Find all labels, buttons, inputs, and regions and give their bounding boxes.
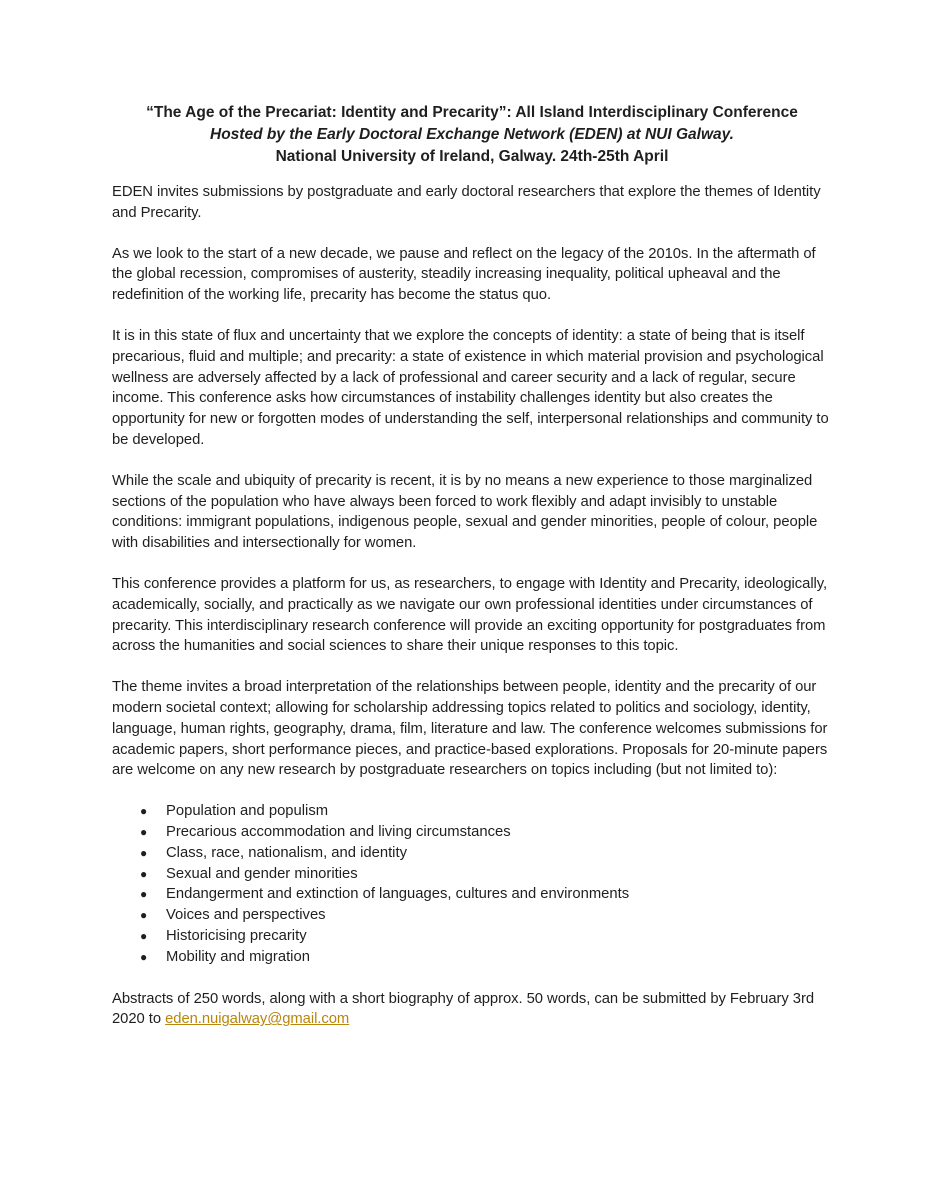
email-link[interactable]: eden.nuigalway@gmail.com [165, 1011, 350, 1028]
list-item [112, 947, 832, 968]
paragraph-theme: The theme invites a broad interpretation of the relationships between people, identity and the precarity of our modern societal context; allowing for scholarship addressing topics related to politics and sociology, identity, language, human rights, geography, drama, film, literature and law. The conference welcomes submissions for academic papers, short performance pieces, and practice-based explorations. Proposals for 20-minute papers are welcome on any new research by postgraduate researchers on topics including (but not limited to): [112, 679, 828, 779]
topic-text: Voices and perspectives [166, 907, 326, 924]
bullet-icon: ● [140, 824, 148, 839]
bullet-icon: ● [140, 845, 148, 860]
list-item [112, 864, 832, 885]
list-item [112, 801, 832, 822]
paragraph-marginalized: While the scale and ubiquity of precarity is recent, it is by no means a new experience to those marginalized sections of the population who have always been forced to work flexibly and adapt invisibly to unstable conditions: immigrant populations, indigenous people, sexual and gender minorities, people of colour, people with disabilities and intersectionally for women. [112, 472, 818, 552]
topic-text: Endangerment and extinction of languages, cultures and environments [166, 886, 630, 903]
list-item [112, 884, 832, 905]
list-item [112, 926, 832, 947]
document-content [112, 102, 832, 1050]
topic-text: Mobility and migration [166, 948, 310, 965]
conference-title: “The Age of the Precariat: Identity and Precarity”: All Island Interdisciplinary Conference [146, 104, 798, 121]
bullet-icon: ● [140, 928, 148, 943]
topics-list [112, 801, 832, 967]
conference-venue-date: National University of Ireland, Galway. 24th-25th April [275, 148, 669, 165]
topic-text: Historicising precarity [166, 927, 307, 944]
paragraph-platform: This conference provides a platform for us, as researchers, to engage with Identity and Precarity, ideologically, academically, socially, and practically as we navigate our own professional identities under circumstances of precarity. This interdisciplinary research conference will provide an exciting opportunity for postgraduates from across the humanities and social sciences to share their unique responses to this topic. [112, 575, 828, 655]
list-item [112, 905, 832, 926]
conference-host: Hosted by the Early Doctoral Exchange Network (EDEN) at NUI Galway. [210, 126, 734, 143]
conference-header [112, 102, 832, 168]
bullet-icon: ● [140, 887, 148, 902]
bullet-icon: ● [140, 908, 148, 923]
topic-text: Precarious accommodation and living circumstances [166, 823, 511, 840]
paragraph-intro: EDEN invites submissions by postgraduate and early doctoral researchers that explore the themes of Identity and Precarity. [112, 184, 821, 221]
bullet-icon: ● [140, 949, 148, 964]
list-item [112, 822, 832, 843]
topic-text: Sexual and gender minorities [166, 865, 358, 882]
bullet-icon: ● [140, 866, 148, 881]
list-item [112, 843, 832, 864]
paragraph-submission [112, 989, 832, 1031]
topic-text: Class, race, nationalism, and identity [166, 844, 407, 861]
topic-text: Population and populism [166, 803, 329, 820]
bullet-icon: ● [140, 804, 148, 819]
paragraph-decade: As we look to the start of a new decade, we pause and reflect on the legacy of the 2010s. In the aftermath of the global recession, compromises of austerity, steadily increasing inequality, political upheaval and the redefinition of the working life, precarity has become the status quo. [112, 245, 816, 304]
submission-text: Abstracts of 250 words, along with a short biography of approx. 50 words, can be submitted by February 3rd 2020 to [112, 990, 815, 1028]
paragraph-identity: It is in this state of flux and uncertainty that we explore the concepts of identity: a state of being that is itself precarious, fluid and multiple; and precarity: a state of existence in which material provision and psychological wellness are adversely affected by a lack of professional and career security and a lack of regular, secure income. This conference asks how circumstances of instability challenges identity but also creates the opportunity for new or forgotten modes of understanding the self, interpersonal relationships and community to be developed. [112, 327, 829, 448]
